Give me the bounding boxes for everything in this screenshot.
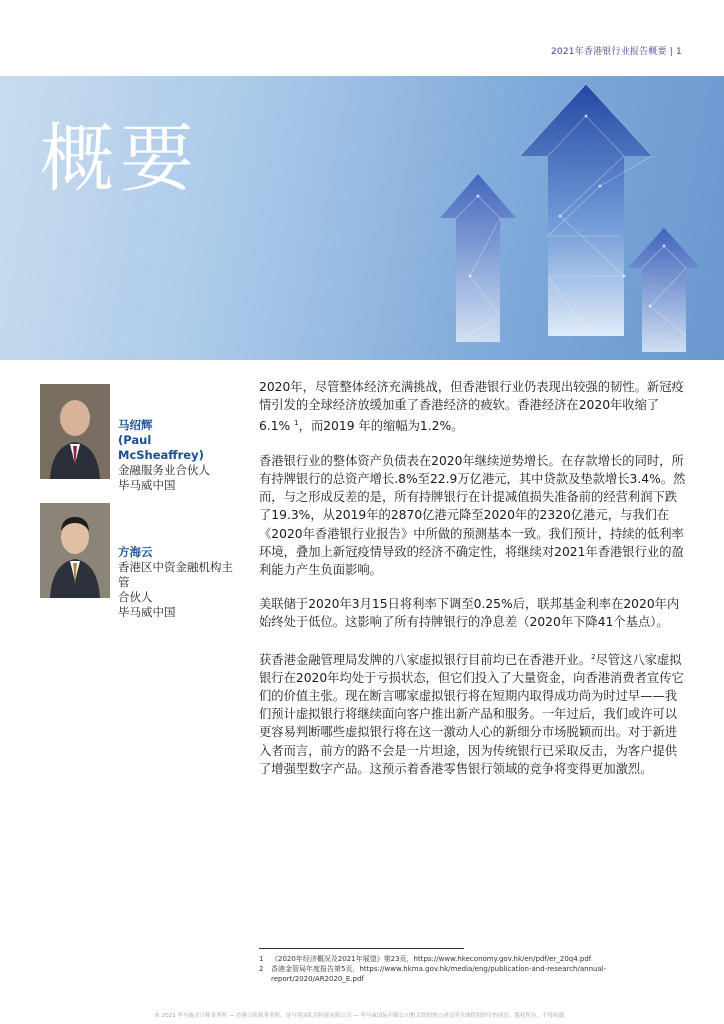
paragraph-text: ，而2019 年的缩幅为1.2%。	[298, 419, 464, 434]
footnote-text: 香港金管局年度报告第5页，https://www.hkma.gov.hk/media/eng/publication-and-research/annual-report/2020/AR2020_E.pdf	[271, 965, 607, 983]
footnote-text: 《2020年经济概况及2021年展望》第23页，https://www.hkeconomy.gov.hk/en/pdf/er_20q4.pdf	[271, 955, 592, 963]
author-name-en-1: (Paul McSheaffrey)	[118, 433, 204, 462]
paragraph-text: 获香港金融管理局发牌的八家虚拟银行目前均已在香港开业。	[259, 652, 592, 667]
footnotes	[259, 954, 689, 984]
author-photo-1	[40, 384, 110, 479]
page-title: 概要	[40, 116, 200, 202]
running-header: 2021年香港银行业报告概要 | 1	[551, 47, 682, 57]
author-photo-2	[40, 503, 110, 598]
author-firm: 毕马威中国	[118, 605, 176, 619]
footnote-ref: 1	[294, 419, 299, 428]
footnote-number: 2	[259, 965, 264, 973]
paragraph-2: 香港银行业的整体资产负债表在2020年继续逆势增长。在存款增长的同时，所有持牌银行的总资产增长.8%至22.9万亿港元，其中贷款及垫款增长3.4%。然而，与之形成反差的是，所有持牌银行在计提减值损失准备前的经营利润下跌了19.3%，从2019年的2870亿港元降至2020年的2320亿港元，与我们在《2020年香港银行业报告》中所做的预测基本一致。我们预计，持续的低利率环境，叠加上新冠疫情导致的经济不确定性，将继续对2021年香港银行业的盈利能力产生负面影响。	[259, 453, 686, 577]
footnote-1	[259, 954, 689, 964]
paragraph-text: 2020年，尽管整体经济充满挑战，但香港银行业仍表现出较强的韧性。新冠疫情引发的全球经济放缓加重了香港经济的疲软。香港经济在2020年收缩了6.1%	[259, 380, 684, 434]
author-name-1: 马绍辉	[118, 418, 153, 432]
author-firm: 毕马威中国	[118, 478, 176, 492]
footnote-number: 1	[259, 955, 264, 963]
footnote-2	[259, 964, 689, 984]
paragraph-1	[259, 378, 687, 436]
main-body	[259, 378, 687, 794]
hero-banner	[0, 76, 724, 360]
paragraph-3: 美联储于2020年3月15日将利率下调至0.25%后，联邦基金利率在2020年内始终处于低位。这影响了所有持牌银行的净息差（2020年下降41个基点）。	[259, 597, 680, 630]
footnote-divider	[259, 948, 464, 949]
paragraph-4	[259, 648, 687, 779]
author-role: 金融服务业合伙人	[118, 463, 210, 477]
author-role: 合伙人	[118, 590, 153, 604]
footnote-ref: 2	[591, 652, 596, 661]
author-name-2: 方海云	[118, 545, 153, 559]
author-role: 香港区中资金融机构主管	[118, 560, 233, 589]
copyright-notice: © 2021 毕马威会计师事务所 — 香港合伙制事务所，是与英国私营担保有限公司 — 毕马威国际有限公司相关联的独立成员所全球性组织中的成员。版权所有，不得转载。	[154, 1013, 570, 1019]
paragraph-text: 尽管这八家虚拟银行在2020年均处于亏损状态，但它们投入了大量资金，向香港消费者宣传它们的价值主张。现在断言哪家虚拟银行将在短期内取得成功尚为时过早——我们预计虚拟银行将继续面向客户推出新产品和服务。一年过后，我们或许可以更容易判断哪些虚拟银行将在这一激动人心的新细分市场脱颖而出。对于新进入者而言，前方的路不会是一片坦途，因为传统银行已采取反击，为客户提供了增强型数字产品。这预示着香港零售银行领域的竞争将变得更加激烈。	[259, 652, 684, 776]
